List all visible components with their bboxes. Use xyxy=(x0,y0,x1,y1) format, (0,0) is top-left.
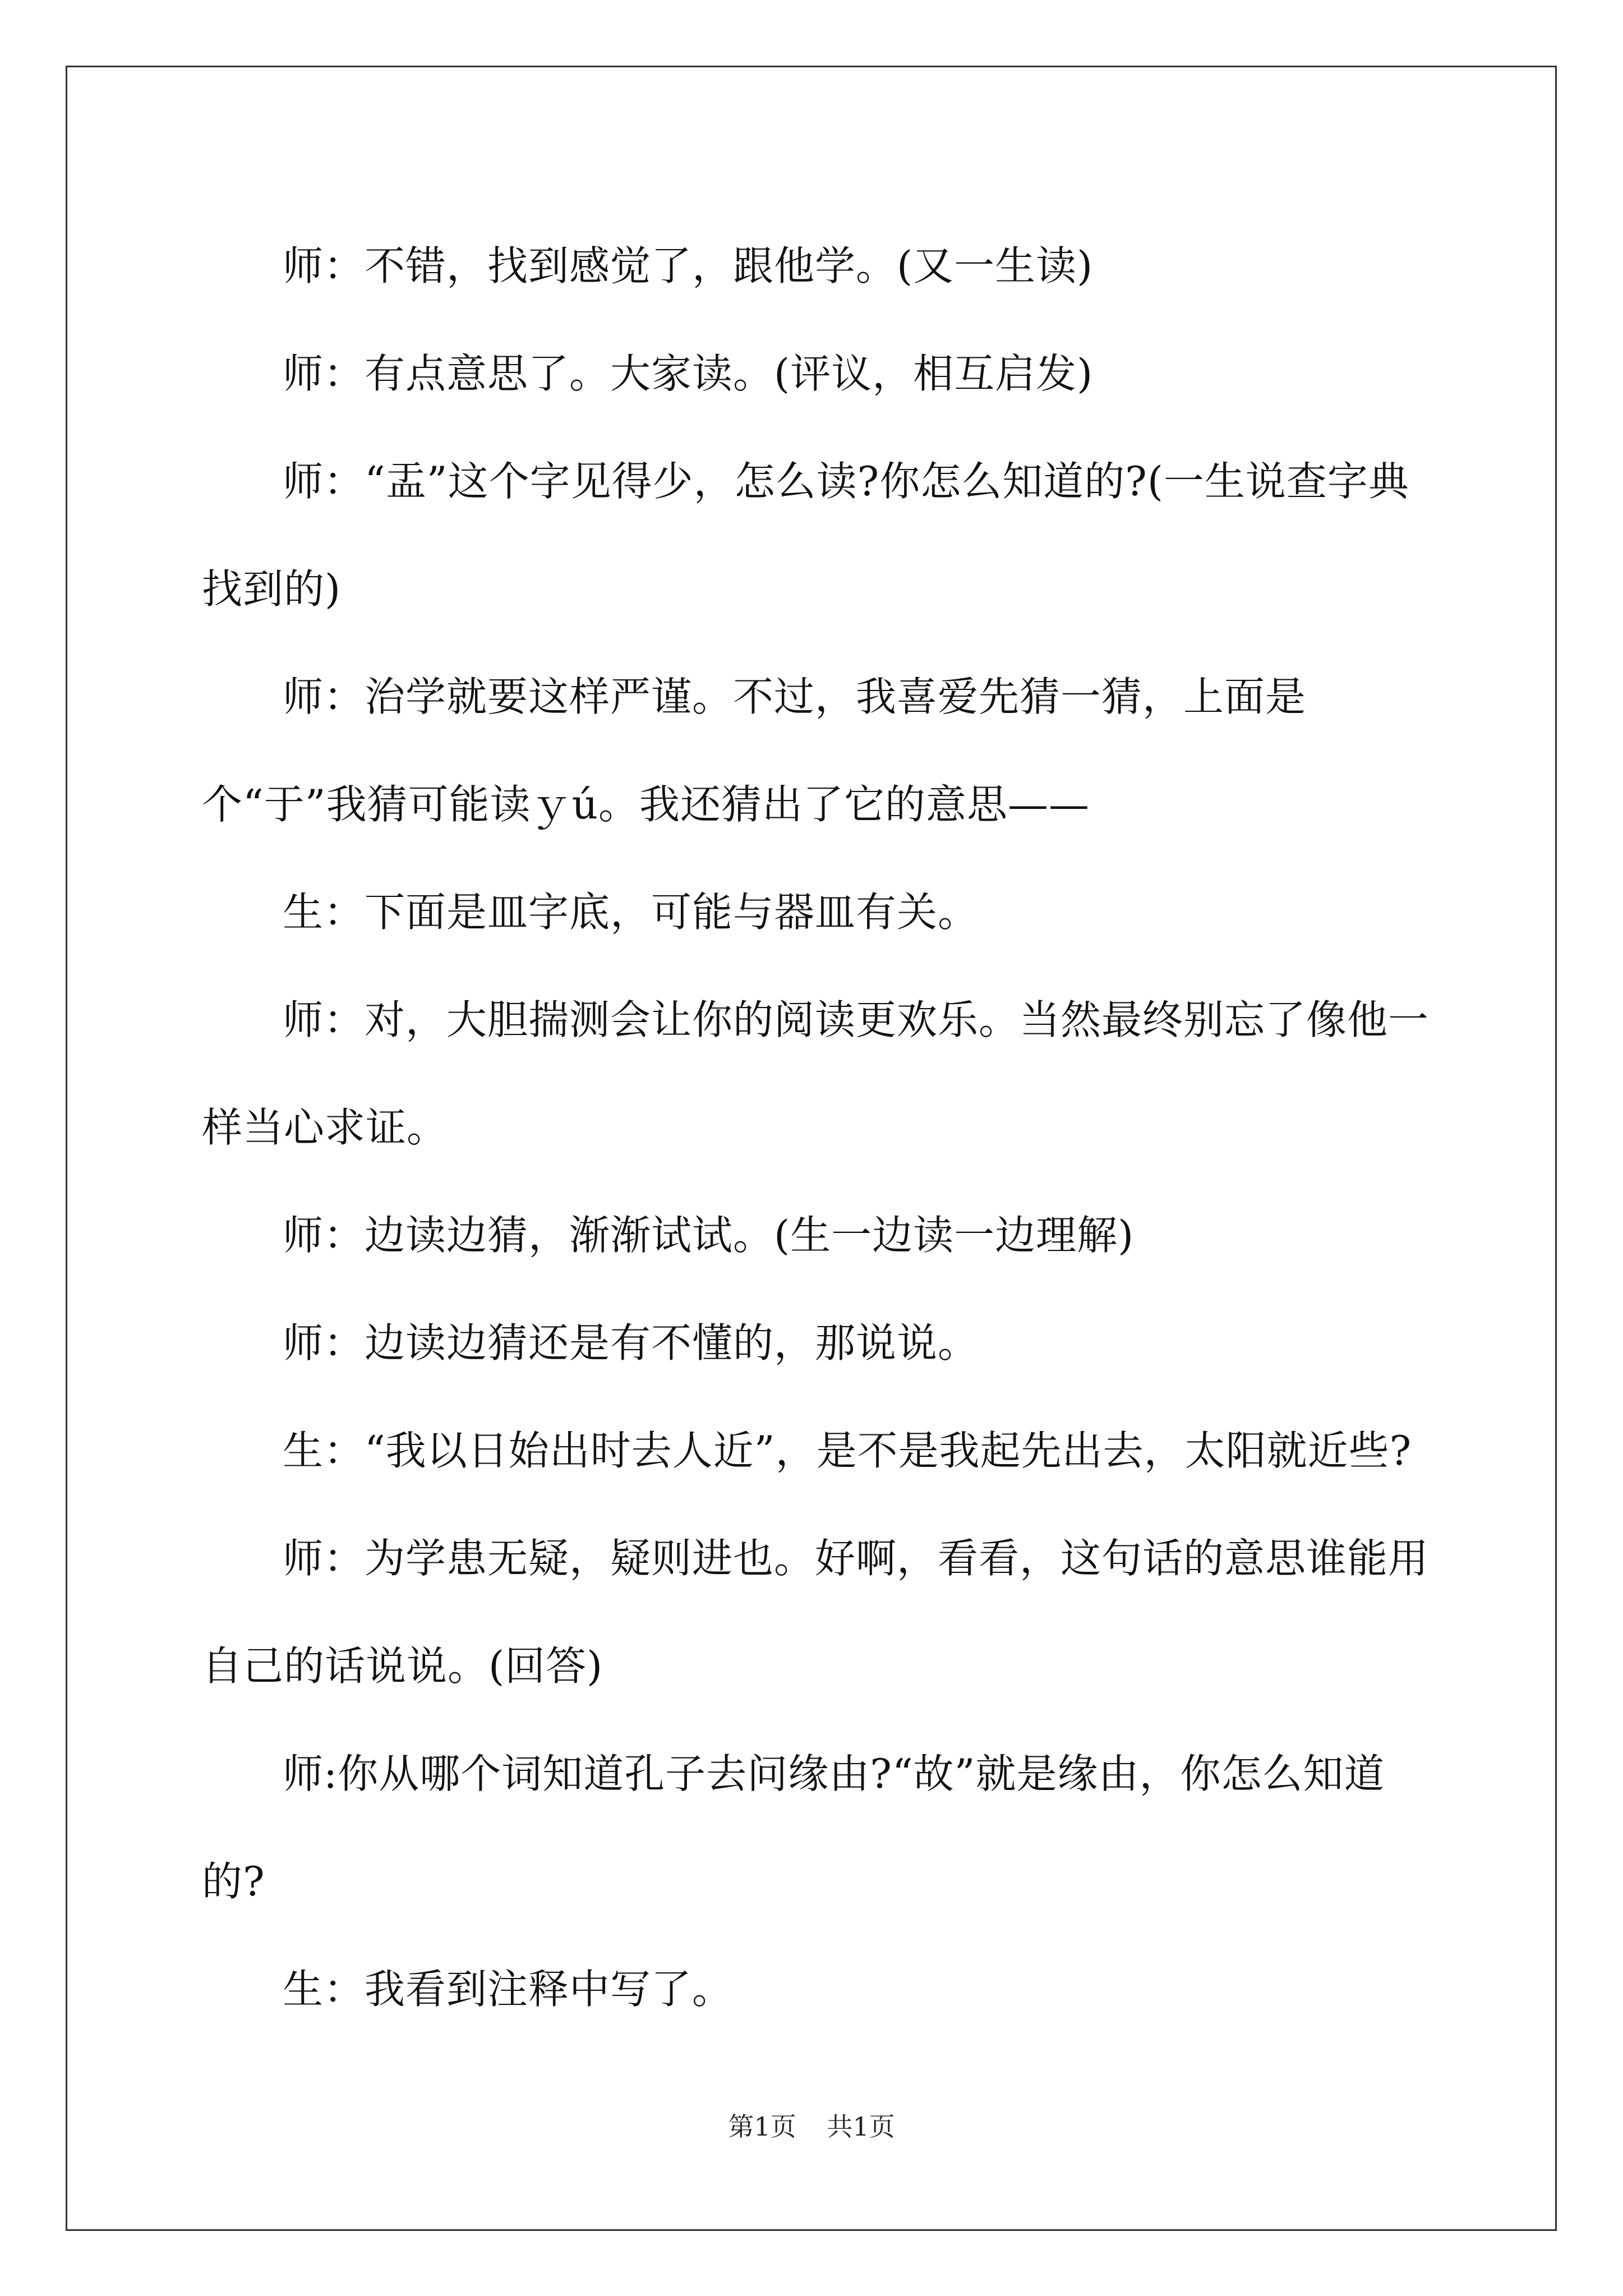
page-footer xyxy=(0,2106,1623,2143)
page-total: 共1页 xyxy=(827,2111,895,2142)
paragraph: 师：不错，找到感觉了，跟他学。(又一生读) xyxy=(283,242,1094,289)
paragraph: 师：边读边猜还是有不懂的，那说说。 xyxy=(283,1319,979,1366)
paragraph: 师：“盂”这个字见得少，怎么读?你怎么知道的?(一生说查字典找到的) xyxy=(202,458,1409,613)
page-number: 第1页 xyxy=(728,2111,796,2142)
paragraph: 生：“我以日始出时去人近”，是不是我起先出去，太阳就近些? xyxy=(283,1427,1412,1474)
paragraph: 师：为学患无疑，疑则进也。好啊，看看，这句话的意思谁能用自己的话说说。(回答) xyxy=(202,1535,1430,1690)
paragraph: 师:你从哪个词知道孔子去问缘由?“故”就是缘由，你怎么知道的? xyxy=(202,1750,1385,1905)
paragraph: 生：我看到注释中写了。 xyxy=(283,1966,734,2013)
paragraph: 生：下面是皿字底，可能与器皿有关。 xyxy=(283,889,979,936)
paragraph: 师：边读边猜，渐渐试试。(生一边读一边理解) xyxy=(283,1212,1135,1259)
paragraph: 师：治学就要这样严谨。不过，我喜爱先猜一猜，上面是个“于”我猜可能读ｙú。我还猜出了它的意思—— xyxy=(202,673,1307,828)
paragraph: 师：对，大胆揣测会让你的阅读更欢乐。当然最终别忘了像他一样当心求证。 xyxy=(202,996,1430,1151)
paragraph: 师：有点意思了。大家读。(评议，相互启发) xyxy=(283,350,1094,397)
document-body xyxy=(202,212,1436,2043)
